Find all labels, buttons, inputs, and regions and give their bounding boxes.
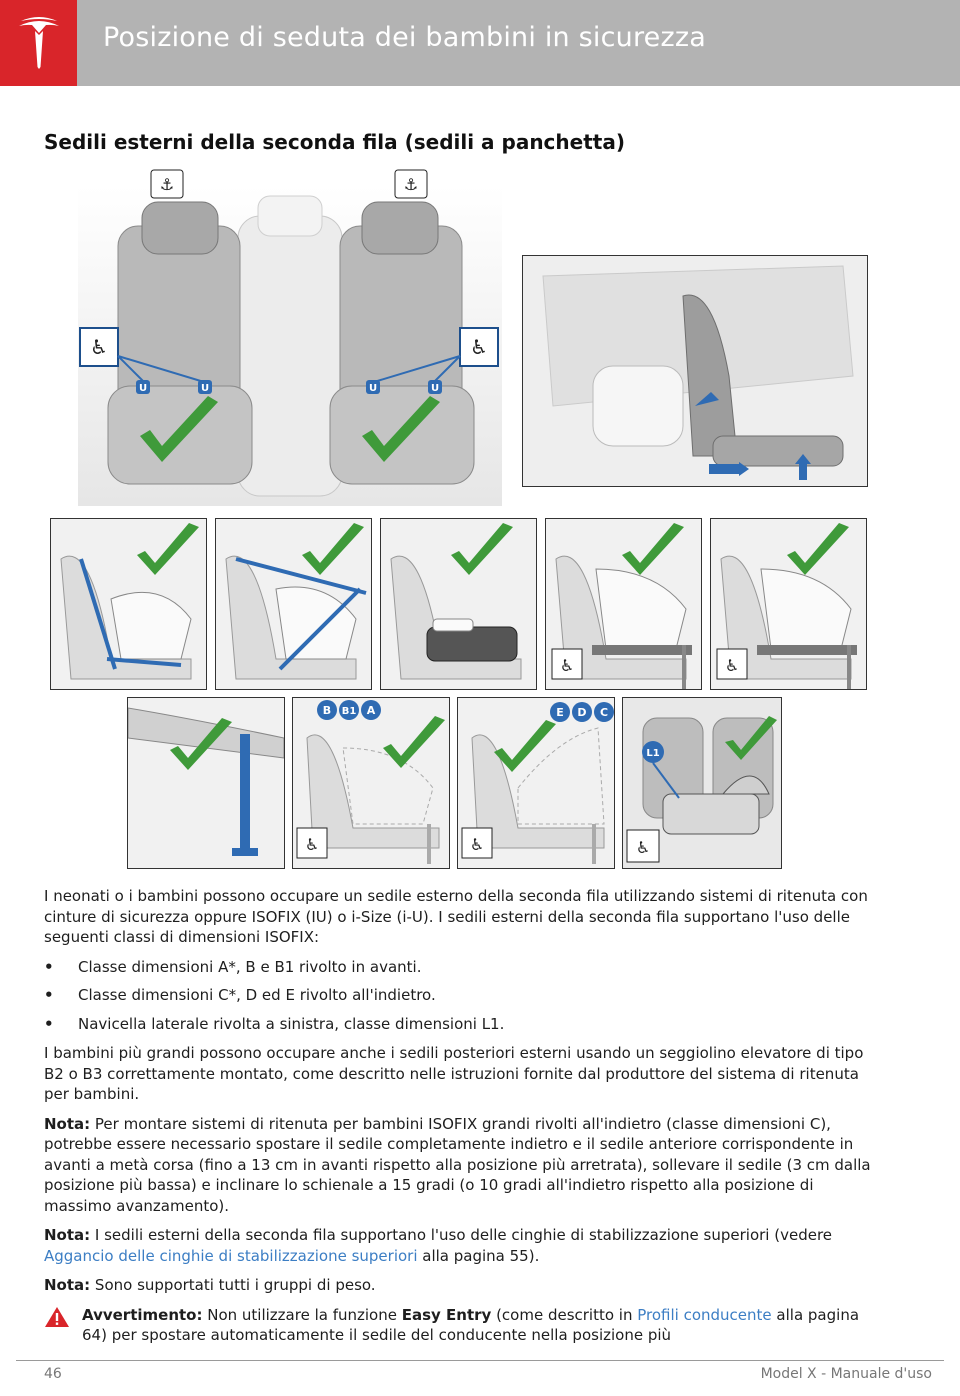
manual-title: Model X - Manuale d'uso bbox=[760, 1366, 932, 1382]
tesla-logo-icon bbox=[17, 17, 61, 69]
size-class-e: E bbox=[556, 706, 564, 719]
tesla-logo bbox=[0, 0, 77, 86]
svg-text:♿: ♿ bbox=[469, 835, 485, 854]
page-title: Posizione di seduta dei bambini in sicurezza bbox=[103, 22, 706, 53]
top-tether-link[interactable]: Aggancio delle cinghie di stabilizzazione superiori bbox=[44, 1246, 418, 1265]
note-label: Nota: bbox=[44, 1226, 91, 1244]
older-children-paragraph: I bambini più grandi possono occupare anche i sedili posteriori esterni usando un seggiolino elevatore di tipo B2 o B3 correttamente montato, come descritto nelle istruzioni fornite dal produttore del sistema di ritenuta per bambini. bbox=[44, 1044, 864, 1103]
footer-divider bbox=[16, 1360, 944, 1361]
list-item: • Classe dimensioni A*, B e B1 rivolto in avanti. bbox=[44, 957, 874, 978]
size-class-c: C bbox=[599, 706, 609, 719]
booster-cushion-figure bbox=[380, 518, 537, 690]
note-weight-groups: Nota: Sono supportati tutti i gruppi di peso. bbox=[44, 1276, 376, 1294]
svg-text:♿: ♿ bbox=[470, 335, 488, 359]
svg-text:♿: ♿ bbox=[724, 656, 740, 675]
size-class-b: B bbox=[322, 704, 332, 717]
driver-profiles-link[interactable]: Profili conducente bbox=[637, 1305, 772, 1324]
svg-text:⚓: ⚓ bbox=[403, 175, 419, 194]
svg-text:♿: ♿ bbox=[304, 835, 320, 854]
body-text bbox=[44, 886, 874, 1346]
size-class-a: A bbox=[366, 704, 376, 717]
list-item: • Navicella laterale rivolta a sinistra, classe dimensioni L1. bbox=[44, 1014, 874, 1035]
svg-text:♿: ♿ bbox=[635, 838, 651, 857]
isofix-size-forward-figure bbox=[292, 697, 450, 869]
size-class-b1: B1 bbox=[341, 706, 357, 717]
isofix-size-rearward-figure bbox=[457, 697, 615, 869]
intro-paragraph: I neonati o i bambini possono occupare un sedile esterno della seconda fila utilizzando sistemi di ritenuta con cinture di sicurezza oppure ISOFIX (IU) o i-Size (i-U). I sedili esterni della seconda fila supportano l'uso delle seguenti classi di dimensioni ISOFIX: bbox=[44, 887, 868, 946]
warning-icon bbox=[44, 1306, 70, 1328]
svg-text:⚓: ⚓ bbox=[159, 175, 175, 194]
isofix-class-list bbox=[44, 957, 874, 1035]
booster-belt-figure-2 bbox=[215, 518, 372, 690]
page-header bbox=[0, 0, 960, 86]
booster-belt-figure-1 bbox=[50, 518, 207, 690]
easy-entry-term: Easy Entry bbox=[401, 1305, 492, 1324]
svg-text:U: U bbox=[430, 383, 440, 394]
rear-bench-illustration bbox=[78, 166, 502, 506]
isofix-marker-label: U bbox=[138, 383, 148, 394]
note-rearward-isofix: Nota: Per montare sistemi di ritenuta per bambini ISOFIX grandi rivolti all'indietro (classe dimensioni C), potrebbe essere necessario spostare il sedile completamente indietro e il sedile anteriore corrispondente in avanti a metà corsa (fino a 13 cm in avanti rispetto alla posizione più arretrata), sollevare il sedile (3 cm dalla posizione più bassa) e inclinare lo schienale a 15 gradi (o 10 gradi all'indietro rispetto alla posizione di massimo avanzamento). bbox=[44, 1114, 871, 1215]
note-top-tether: Nota: I sedili esterni della seconda fila supportano l'uso delle cinghie di stabilizzazione superiori (vedere Aggancio delle cinghie di stabilizzazione superiori alla pagina 55). bbox=[44, 1226, 833, 1265]
size-class-d: D bbox=[577, 706, 587, 719]
carrycot-l1-figure bbox=[622, 697, 782, 869]
note-label: Nota: bbox=[44, 1276, 91, 1294]
svg-text:U: U bbox=[200, 383, 210, 394]
isofix-forward-figure-2 bbox=[710, 518, 867, 690]
svg-text:U: U bbox=[368, 383, 378, 394]
warning-block: Avvertimento: Non utilizzare la funzione Easy Entry (come descritto in Profili conducente alla pagina 64) per spostare automaticamente il sedile del conducente nella posizione più bbox=[44, 1305, 874, 1346]
svg-text:♿: ♿ bbox=[559, 656, 575, 675]
svg-text:♿: ♿ bbox=[90, 335, 108, 359]
seat-adjustment-illustration bbox=[522, 255, 868, 487]
support-leg-figure bbox=[127, 697, 285, 869]
page-number: 46 bbox=[44, 1366, 62, 1382]
size-class-l1: L1 bbox=[646, 748, 660, 759]
note-label: Nota: bbox=[44, 1114, 91, 1133]
warning-label: Avvertimento: bbox=[82, 1305, 203, 1324]
list-item: • Classe dimensioni C*, D ed E rivolto all'indietro. bbox=[44, 985, 874, 1006]
section-title: Sedili esterni della seconda fila (sedili a panchetta) bbox=[44, 130, 625, 154]
isofix-forward-figure-1 bbox=[545, 518, 702, 690]
